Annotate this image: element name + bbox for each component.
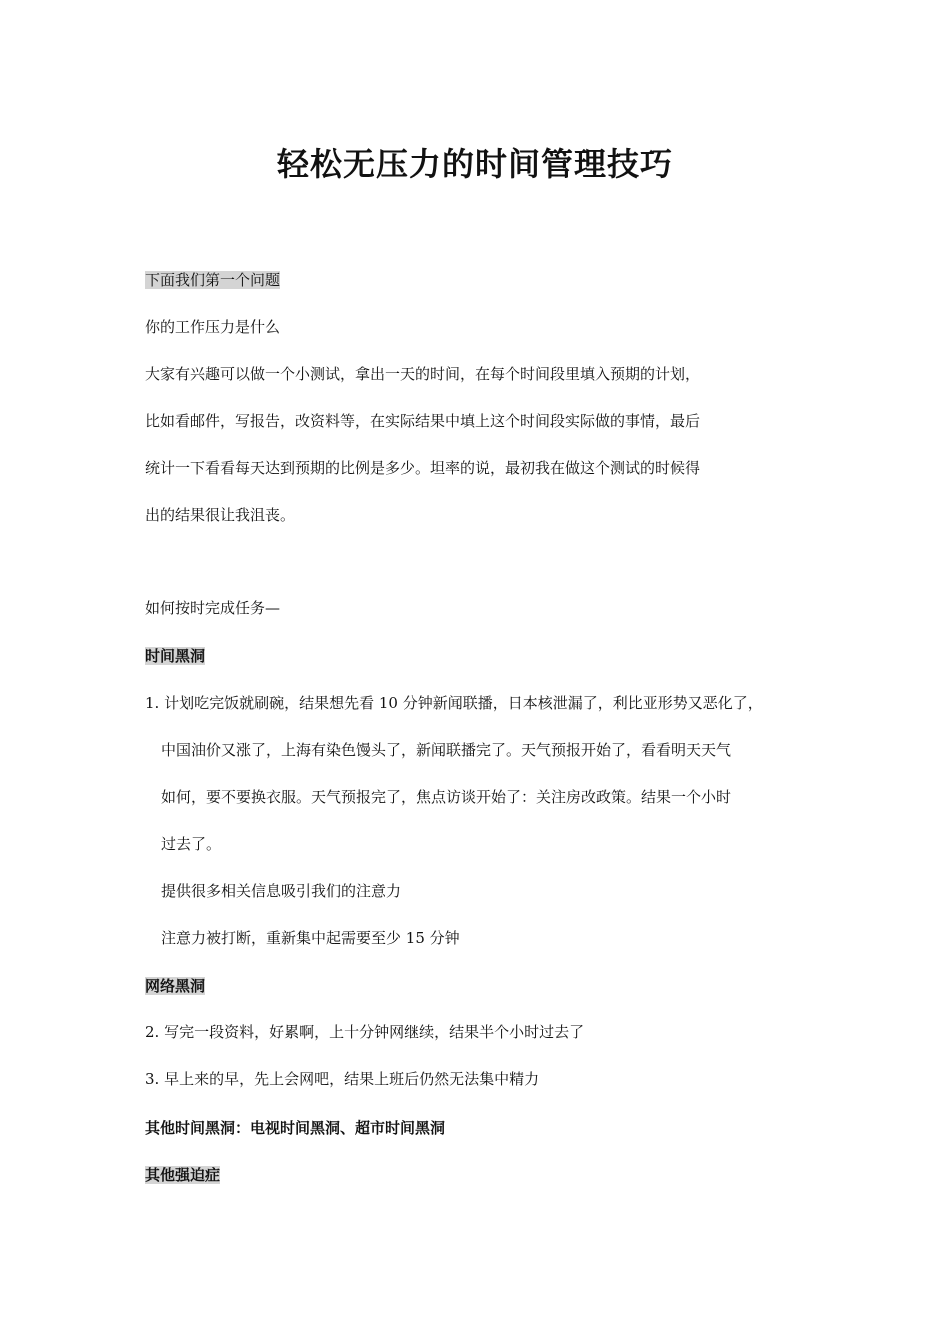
- paragraph-line: 比如看邮件，写报告，改资料等，在实际结果中填上这个时间段实际做的事情，最后: [145, 412, 701, 430]
- question-heading: [145, 269, 280, 291]
- list-item-3: 3. 早上来的早，先上会网吧，结果上班后仍然无法集中精力: [145, 1070, 540, 1088]
- time-black-hole-heading-text: 时间黑洞: [145, 647, 206, 665]
- list-item-1-line: 如何，要不要换衣服。天气预报完了，焦点访谈开始了：关注房改政策。结果一个小时: [161, 788, 732, 806]
- section-intro: 如何按时完成任务—: [145, 599, 281, 617]
- note-attention-info: 提供很多相关信息吸引我们的注意力: [161, 882, 402, 900]
- note-attention-refocus: 注意力被打断，重新集中起需要至少 15 分钟: [161, 929, 460, 947]
- paragraph-line: 统计一下看看每天达到预期的比例是多少。坦率的说，最初我在做这个测试的时候得: [145, 459, 701, 477]
- network-black-hole-heading-text: 网络黑洞: [145, 977, 206, 995]
- time-black-hole-heading: [145, 645, 205, 667]
- other-black-holes-heading: 其他时间黑洞：电视时间黑洞、超市时间黑洞: [145, 1119, 446, 1137]
- other-compulsion-heading: [145, 1164, 220, 1186]
- document-title: 轻松无压力的时间管理技巧: [276, 145, 673, 183]
- question-text: 你的工作压力是什么: [145, 318, 281, 336]
- paragraph-line: 出的结果很让我沮丧。: [145, 506, 296, 524]
- list-item-1-line: 过去了。: [161, 835, 222, 853]
- other-compulsion-heading-text: 其他强迫症: [145, 1166, 221, 1184]
- list-item-2: 2. 写完一段资料，好累啊，上十分钟网继续，结果半个小时过去了: [145, 1023, 585, 1041]
- list-item-1-line: 1. 计划吃完饭就刷碗，结果想先看 10 分钟新闻联播，日本核泄漏了，利比亚形势又恶化了，: [145, 694, 763, 712]
- paragraph-line: 大家有兴趣可以做一个小测试，拿出一天的时间，在每个时间段里填入预期的计划，: [145, 365, 701, 383]
- list-item-1-line: 中国油价又涨了，上海有染色馒头了，新闻联播完了。天气预报开始了，看看明天天气: [161, 741, 732, 759]
- network-black-hole-heading: [145, 975, 205, 997]
- question-heading-text: 下面我们第一个问题: [145, 271, 281, 289]
